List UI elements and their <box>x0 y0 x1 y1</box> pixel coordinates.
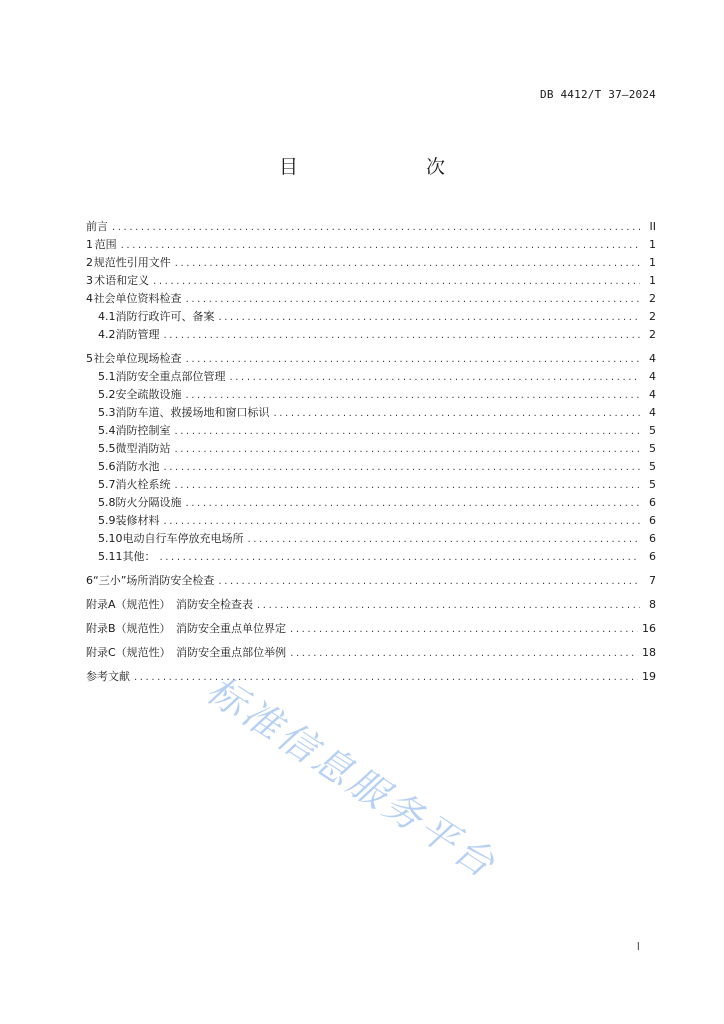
toc-entry-number: 5.8 <box>98 496 116 509</box>
toc-entry-page: 2 <box>649 328 656 341</box>
toc-entry-label: 装修材料 <box>115 514 160 527</box>
toc-leader-dots <box>121 237 640 255</box>
toc-entry-page: II <box>649 220 656 233</box>
toc-entry-label: 附录C（规范性） 消防安全重点部位举例 <box>86 646 287 659</box>
toc-entry-page: 4 <box>649 388 656 401</box>
toc-entry-page: 1 <box>649 238 656 251</box>
toc-entry-page: 5 <box>649 460 656 473</box>
toc-entry-number: 5.7 <box>98 478 116 491</box>
toc-entry-number: 5.9 <box>98 514 116 527</box>
toc-entry-number: 5 <box>86 352 93 365</box>
toc-entry[interactable] <box>86 512 656 530</box>
toc-entry-page: 1 <box>649 256 656 269</box>
toc-entry-label: 安全疏散设施 <box>115 388 182 401</box>
toc-leader-dots <box>186 387 641 405</box>
toc-entry-number: 1 <box>86 238 93 251</box>
toc-entry[interactable] <box>86 290 656 308</box>
toc-entry[interactable] <box>86 530 656 548</box>
toc-leader-dots <box>153 273 640 291</box>
toc-entry-number: 5.10 <box>98 532 123 545</box>
toc-leader-dots <box>112 219 640 237</box>
toc-entry-label: 参考文献 <box>86 670 130 683</box>
toc-entry-label: 术语和定义 <box>94 274 150 287</box>
toc-entry[interactable] <box>86 386 656 404</box>
toc-entry-label: 消火栓系统 <box>115 478 171 491</box>
toc-entry[interactable] <box>86 326 656 344</box>
toc-entry-label: 社会单位现场检查 <box>93 352 182 365</box>
toc-entry-number: 5.5 <box>98 442 116 455</box>
toc-leader-dots <box>175 423 641 441</box>
toc-entry-label: 消防行政许可、备案 <box>115 310 215 323</box>
toc-leader-dots <box>164 327 641 345</box>
toc-entry-page: 6 <box>649 532 656 545</box>
toc-entry-number: 2 <box>86 256 93 269</box>
toc-entry-label: 附录A（规范性） 消防安全检查表 <box>86 598 254 611</box>
toc-entry-label: “三小”场所消防安全检查 <box>93 574 215 587</box>
toc-entry-page: 18 <box>642 646 656 659</box>
toc-entry-page: 7 <box>649 574 656 587</box>
toc-entry[interactable] <box>86 368 656 386</box>
toc-entry[interactable] <box>86 308 656 326</box>
toc-entry[interactable] <box>86 620 656 638</box>
toc-entry-number: 5.4 <box>98 424 116 437</box>
toc-leader-dots <box>257 597 640 615</box>
toc-entry[interactable] <box>86 236 656 254</box>
toc-entry-number: 5.3 <box>98 406 116 419</box>
toc-entry-label: 其他： <box>122 550 156 563</box>
toc-entry-page: 5 <box>649 442 656 455</box>
toc-leader-dots <box>248 531 641 549</box>
toc-entry[interactable] <box>86 476 656 494</box>
toc-entry-label: 消防水池 <box>115 460 160 473</box>
toc-entry-label: 范围 <box>94 238 117 251</box>
toc-entry-number: 4.1 <box>98 310 116 323</box>
toc-leader-dots <box>274 405 641 423</box>
toc-entry-label: 防火分隔设施 <box>115 496 182 509</box>
toc-entry-number: 5.6 <box>98 460 116 473</box>
toc-entry-label: 电动自行车停放充电场所 <box>122 532 244 545</box>
toc-entry-label: 附录B（规范性） 消防安全重点单位界定 <box>86 622 287 635</box>
toc-entry-label: 消防管理 <box>115 328 160 341</box>
toc-leader-dots <box>186 495 641 513</box>
toc-entry-page: 5 <box>649 478 656 491</box>
toc-entry-number: 4.2 <box>98 328 116 341</box>
watermark: 标准信息服务平台 <box>199 667 505 888</box>
toc-entry-number: 5.2 <box>98 388 116 401</box>
toc-leader-dots <box>175 477 641 495</box>
toc-leader-dots <box>290 645 638 663</box>
toc-entry-page: 6 <box>649 550 656 563</box>
toc-entry[interactable] <box>86 218 656 236</box>
toc-entry-label: 规范性引用文件 <box>93 256 171 269</box>
toc-entry[interactable] <box>86 350 656 368</box>
toc-entry-label: 消防控制室 <box>115 424 171 437</box>
toc-entry-page: 8 <box>649 598 656 611</box>
toc-entry[interactable] <box>86 596 656 614</box>
toc-entry-page: 1 <box>649 274 656 287</box>
toc-entry[interactable] <box>86 272 656 290</box>
toc-entry[interactable] <box>86 494 656 512</box>
toc-entry-page: 5 <box>649 424 656 437</box>
page-number: I <box>636 940 640 953</box>
toc-leader-dots <box>230 369 641 387</box>
toc-leader-dots <box>134 669 638 687</box>
toc-entry-page: 4 <box>649 406 656 419</box>
toc-entry-page: 6 <box>649 496 656 509</box>
toc-entry-label: 前言 <box>86 220 108 233</box>
toc-entry-label: 社会单位资料检查 <box>93 292 182 305</box>
toc-leader-dots <box>186 291 640 309</box>
toc-entry-number: 5.1 <box>98 370 116 383</box>
toc-leader-dots <box>186 351 640 369</box>
toc-entry-page: 4 <box>649 370 656 383</box>
toc-leader-dots <box>175 441 641 459</box>
toc-entry-number: 5.11 <box>98 550 123 563</box>
toc-entry[interactable] <box>86 458 656 476</box>
toc-entry-number: 6 <box>86 574 93 587</box>
table-of-contents <box>86 218 656 686</box>
toc-leader-dots <box>164 459 641 477</box>
toc-entry[interactable] <box>86 644 656 662</box>
toc-entry-number: 4 <box>86 292 93 305</box>
toc-entry-page: 6 <box>649 514 656 527</box>
toc-entry-label: 消防安全重点部位管理 <box>115 370 226 383</box>
toc-leader-dots <box>160 549 641 567</box>
page-title: 目 次 <box>278 156 475 178</box>
toc-entry[interactable] <box>86 254 656 272</box>
toc-leader-dots <box>290 621 638 639</box>
toc-leader-dots <box>164 513 641 531</box>
toc-entry-page: 2 <box>649 310 656 323</box>
toc-entry-page: 2 <box>649 292 656 305</box>
toc-entry-page: 16 <box>642 622 656 635</box>
toc-entry-label: 消防车道、救援场地和窗口标识 <box>115 406 270 419</box>
toc-leader-dots <box>219 309 641 327</box>
document-code: DB 4412/T 37—2024 <box>540 88 656 101</box>
toc-leader-dots <box>218 573 640 591</box>
toc-entry[interactable] <box>86 668 656 686</box>
toc-entry[interactable] <box>86 572 656 590</box>
toc-entry[interactable] <box>86 422 656 440</box>
toc-entry-page: 4 <box>649 352 656 365</box>
toc-entry-label: 微型消防站 <box>115 442 171 455</box>
toc-entry[interactable] <box>86 548 656 566</box>
toc-entry-page: 19 <box>642 670 656 683</box>
toc-entry-number: 3 <box>86 274 93 287</box>
toc-leader-dots <box>175 255 640 273</box>
toc-entry[interactable] <box>86 440 656 458</box>
toc-entry[interactable] <box>86 404 656 422</box>
